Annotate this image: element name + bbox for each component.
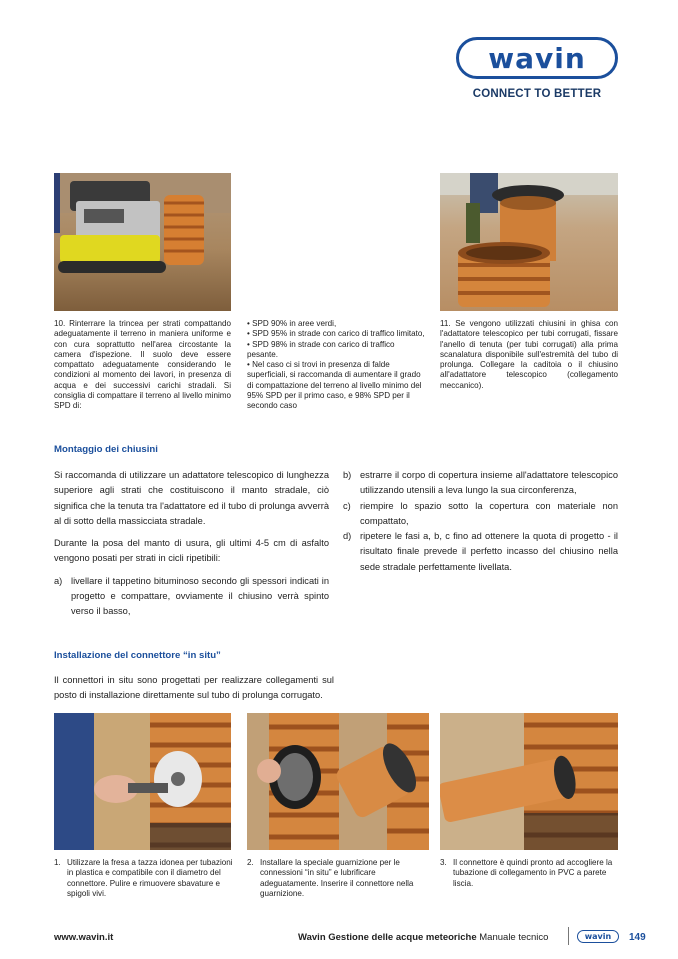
caption-number: 2.	[247, 858, 254, 867]
step-item	[54, 574, 329, 620]
caption-text: Installare la speciale guarnizione per le connessioni “in situ” e lubrificare adeguatamente. Inserire il connettore nella guarnizione.	[260, 858, 414, 898]
photo-gasket-install	[247, 713, 429, 850]
step-label: c)	[343, 500, 351, 511]
wavin-logo	[456, 37, 618, 79]
footer-title-rest: Manuale tecnico	[479, 932, 549, 943]
photo-hole-saw	[54, 713, 231, 850]
paragraph: Si raccomanda di utilizzare un adattatore telescopico di lunghezza superiore agli strati che costituiscono il manto stradale, ciò significa che la tenuta tra l'adattatore ed il tubo di prolunga avverrà al di sotto della massicciata stradale.	[54, 470, 329, 526]
section-heading-connettore: Installazione del connettore “in situ”	[54, 650, 221, 661]
step-text: ripetere le fasi a, b, c fino ad ottenere la quota di progetto - il risultato finale prevede il perfetto incasso del chiusino nella sede stradale perfettamente livellata.	[360, 531, 618, 572]
step-text: estrarre il corpo di copertura insieme all'adattatore telescopico utilizzando utensili a leva lungo la sua circonferenza,	[360, 470, 618, 496]
photo-connector-ready	[440, 713, 618, 850]
step-label: b)	[343, 470, 352, 480]
caption-step-3	[440, 858, 618, 889]
paragraph: Durante la posa del manto di usura, gli ultimi 4-5 cm di asfalto vengono posati per strati in cicli ripetibili:	[54, 538, 329, 564]
footer-title-bold: Wavin Gestione delle acque meteoriche	[298, 932, 477, 943]
caption-number: 1.	[54, 858, 61, 867]
step-item	[343, 468, 618, 499]
step-item	[343, 499, 618, 530]
caption-number: 3.	[440, 858, 447, 867]
spd-item: • SPD 90% in aree verdi,	[247, 319, 337, 328]
footer-title	[298, 932, 548, 943]
footer-divider	[568, 927, 569, 945]
caption-step-10: 10. Rinterrare la trincea per strati compattando adeguatamente il terreno in maniera uniforme e con cura soprattutto nell'area circostante la camera d'ispezione. Il suolo deve essere compattato adeguatamente considerando le condizioni al momento dei lavori, in presenza di acqua e dei successivi carichi stradali. Si consiglia di compattare il terreno al livello minimo SPD di:	[54, 319, 231, 411]
chiusini-right-column	[343, 468, 618, 575]
step-label: d)	[343, 531, 352, 542]
caption-step-11: 11. Se vengono utilizzati chiusini in ghisa con l'adattatore telescopico per tubi corrugati, fissare l'anello di tenuta (per tubi corrugati) alla prima scanalatura disponibile sull'estremità del tubo di prolunga. Collegare la caditoia o il chiusino all'adattatore telescopico (collegamento meccanico).	[440, 319, 618, 390]
section-heading-chiusini: Montaggio dei chiusini	[54, 444, 158, 455]
photo-compactor	[54, 173, 231, 311]
page-number: 149	[629, 932, 646, 943]
step-text: riempire lo spazio sotto la copertura con materiale non compattato,	[360, 500, 618, 526]
caption-step-2	[247, 858, 429, 899]
step-label: a)	[54, 575, 63, 586]
connettore-intro: Il connettori in situ sono progettati per realizzare collegamenti sul posto di installazione direttamente sul tubo di prolunga corrugato.	[54, 675, 334, 701]
caption-step-1	[54, 858, 234, 899]
step-item	[343, 529, 618, 575]
logo-text: wavin	[488, 41, 586, 75]
spd-item: • SPD 98% in strade con carico di traffico pesante.	[247, 339, 395, 359]
spd-item: • SPD 95% in strade con carico di traffico limitato,	[247, 329, 425, 339]
spd-list	[247, 319, 427, 412]
photo-manhole-cover	[440, 173, 618, 311]
footer-url[interactable]: www.wavin.it	[54, 932, 114, 943]
chiusini-left-column	[54, 468, 329, 620]
step-text: livellare il tappetino bituminoso secondo gli spessori indicati in progetto e compattare, ovviamente il chiusino verrà spinto verso il basso,	[71, 575, 329, 617]
caption-text: Il connettore è quindi pronto ad accogliere la tubazione di collegamento in PVC a parete liscia.	[453, 858, 613, 888]
footer-wavin-logo: wavin	[577, 930, 619, 943]
tagline: CONNECT TO BETTER	[472, 88, 602, 100]
caption-text: Utilizzare la fresa a tazza idonea per tubazioni in plastica e compatibile con il diametro del connettore. Pulire e rimuovere sbavature e spigoli vivi.	[67, 858, 233, 898]
spd-item: • Nel caso ci si trovi in presenza di falde superficiali, si raccomanda di aumentare il grado di compattazione del terreno al livello minimo del 95% SPD per il primo caso, e 98% SPD per il secondo caso	[247, 360, 422, 411]
